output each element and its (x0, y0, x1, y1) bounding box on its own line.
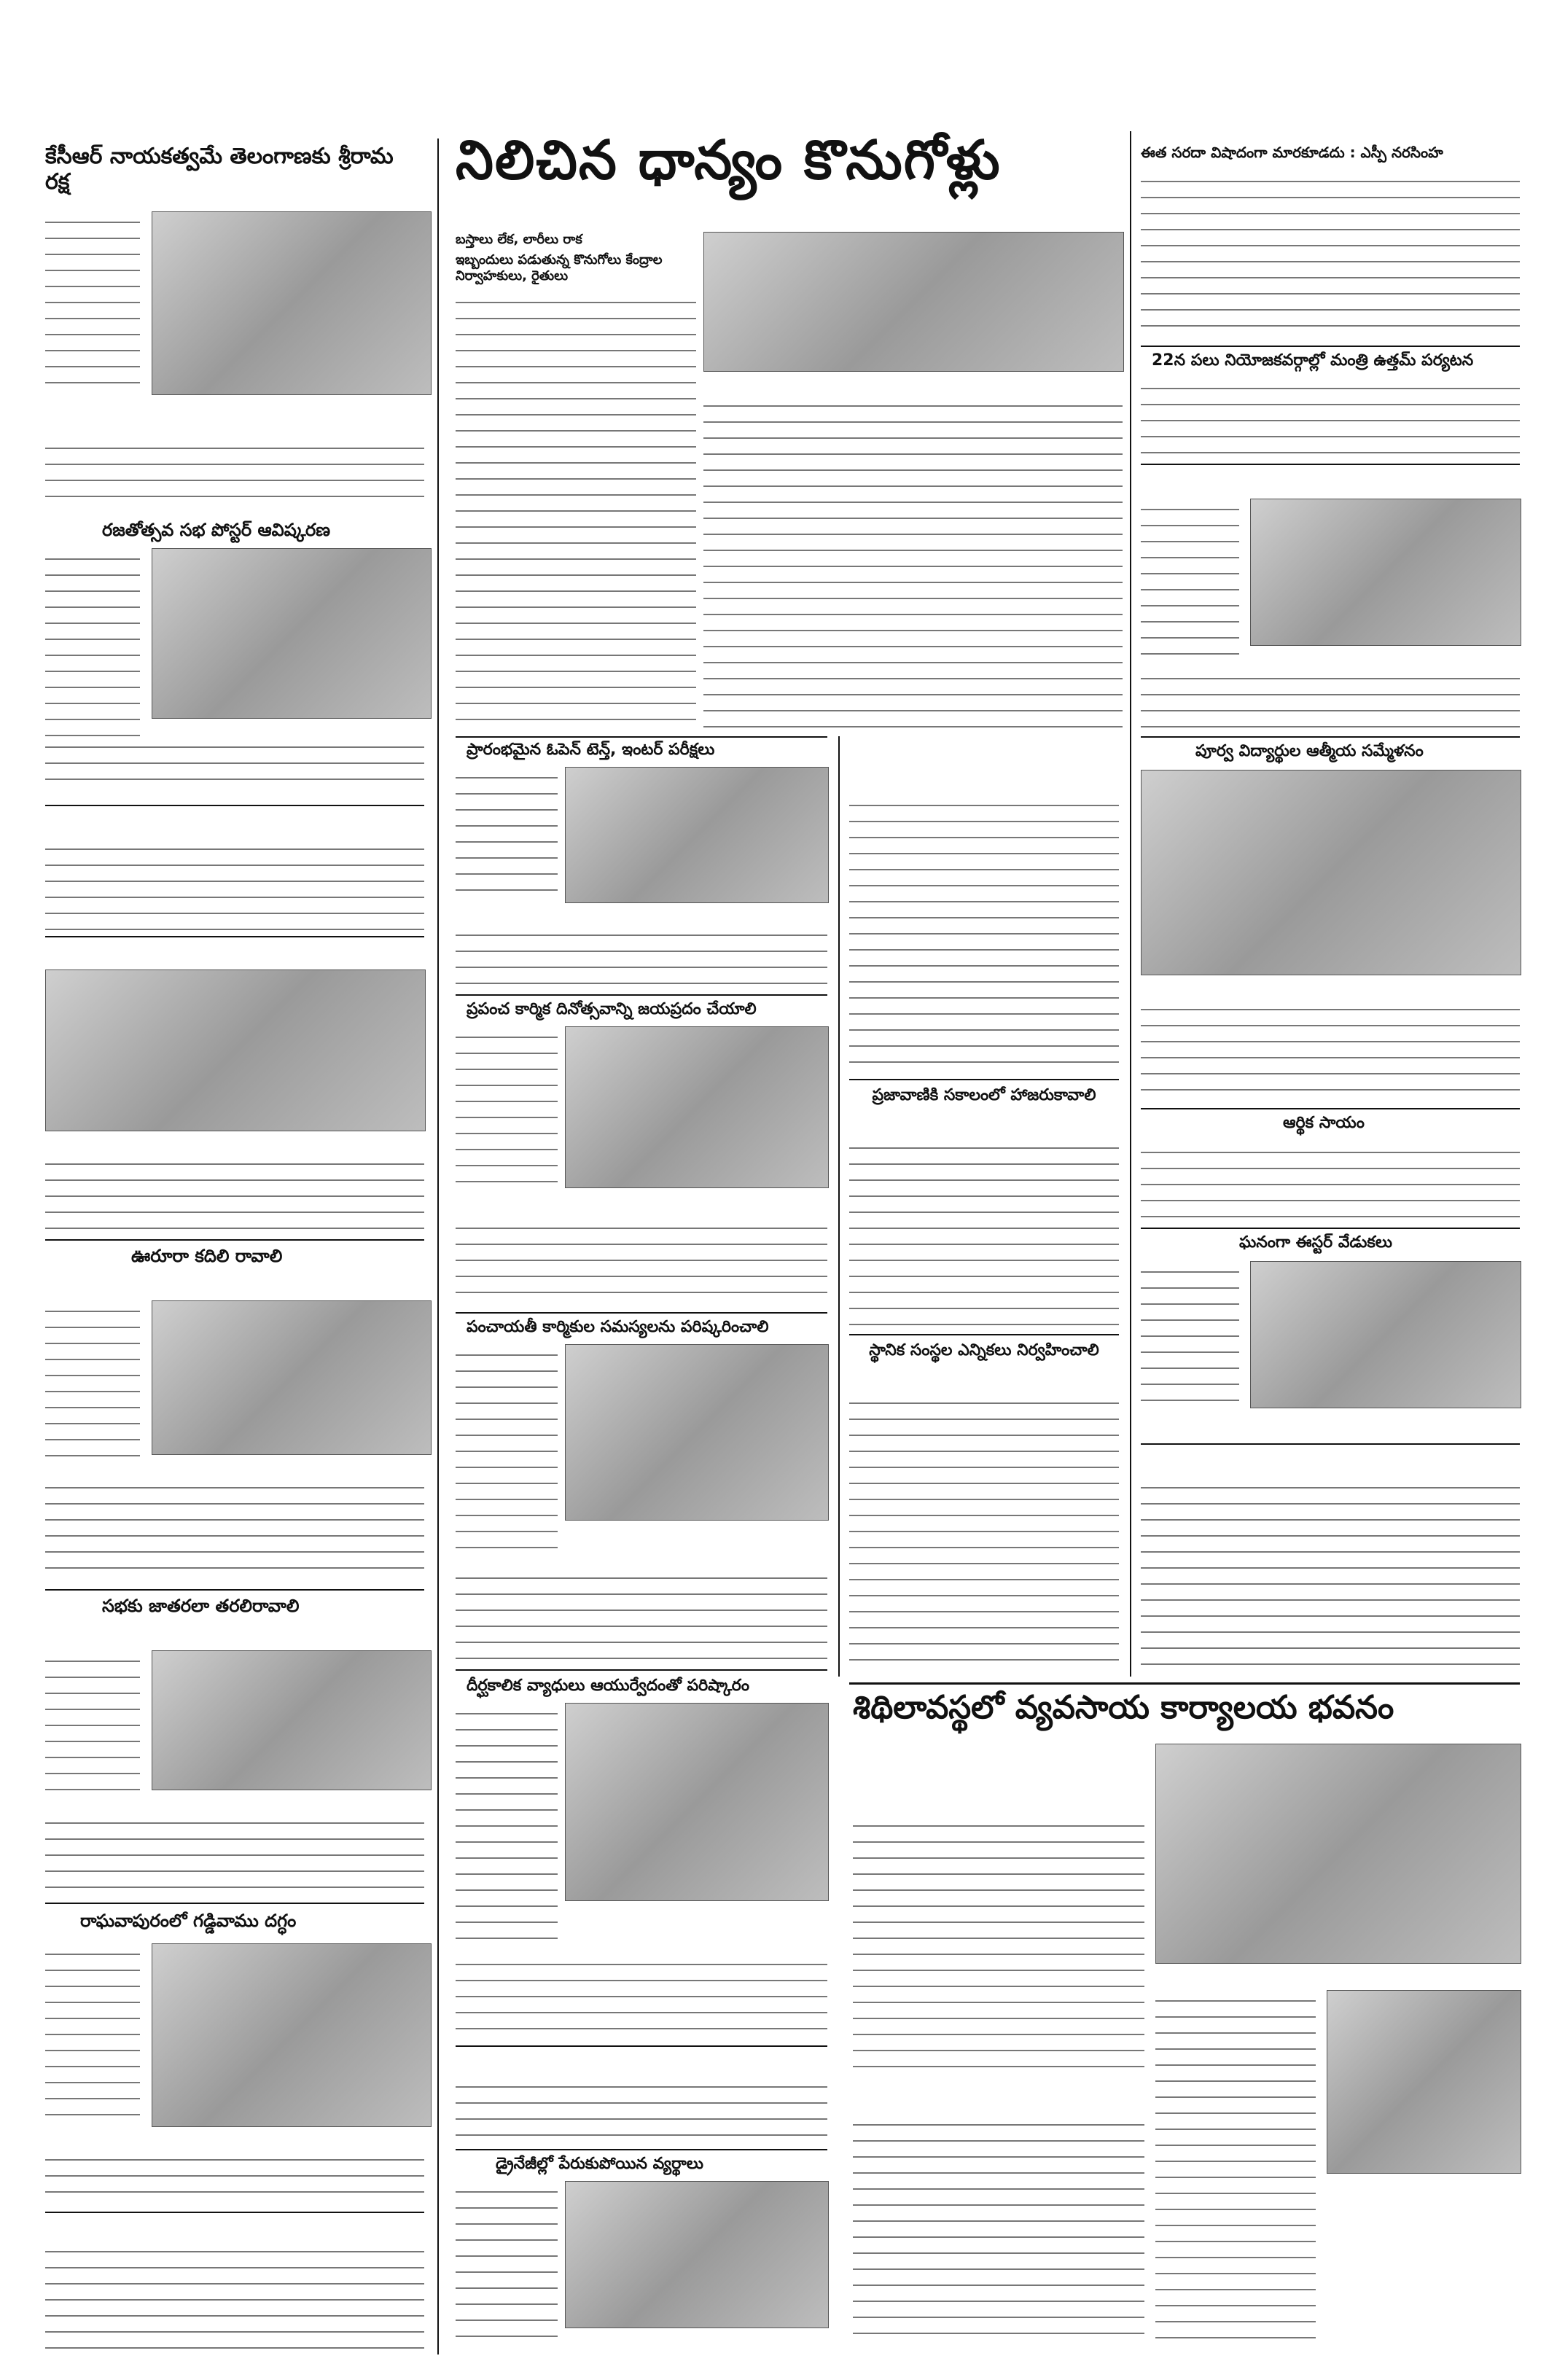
right-easter-photo (1250, 1261, 1521, 1408)
feature-body-left (853, 1815, 1144, 2070)
left-lead-photo (152, 211, 432, 395)
left-seventh-headline: రాఘవాపురంలో గడ్డివాము దగ్ధం (80, 1911, 297, 1931)
center-mayday-body (456, 1026, 558, 1194)
center-drainage-headline: డ్రైనేజీల్లో పేరుకుపోయిన వ్యర్థాలు (496, 2155, 703, 2173)
main-bullet-1: బస్తాలు లేక, లారీలు రాక (456, 232, 582, 247)
right-warming-body (1141, 1477, 1520, 1674)
left-seventh-photo (152, 1943, 432, 2127)
left-fourth-photo (45, 969, 426, 1131)
left-seventh-body-2 (45, 2149, 424, 2207)
left-fifth-headline: ఊరూరా కదిలి రావాలి (131, 1246, 283, 1266)
center-rights-body (456, 2076, 827, 2142)
feature-body-right (1155, 1990, 1316, 2347)
left-lead-headline: కేసీఆర్ నాయకత్వమే తెలంగాణకు శ్రీరామ రక్ష (45, 144, 394, 195)
right-mp-body (1141, 499, 1239, 659)
center-exam-body-2 (456, 924, 827, 990)
right-top-headline: ఈత సరదా విషాదంగా మారకూడదు : ఎస్పీ నరసింహ (1141, 144, 1443, 161)
main-bullet-2: ఇబ్బందులు పడుతున్న కొనుగోలు కేంద్రాల నిర్వాహకులు, రైతులు (456, 252, 663, 284)
center-panchayat-headline: పంచాయతీ కార్మికుల సమస్యలను పరిష్కరించాలి (467, 1318, 769, 1336)
left-third-body (45, 838, 424, 932)
center-mayday-photo (565, 1026, 829, 1188)
center-panchayat-body (456, 1344, 558, 1563)
center-exam-photo (565, 767, 829, 903)
left-sixth-body (45, 1650, 140, 1796)
right-aid-body (1141, 1142, 1520, 1222)
left-second-body (45, 548, 140, 745)
left-fifth-body-2 (45, 1477, 424, 1579)
right-aid-headline: ఆర్థిక సాయం (1283, 1114, 1365, 1132)
right-minister-headline: 22న పలు నియోజకవర్గాల్లో మంత్రి ఉత్తమ్ పర్యటన (1152, 351, 1474, 370)
mid-cctv-body (849, 795, 1119, 1072)
center-drainage-body (456, 2181, 558, 2349)
mid-prajavani-body (849, 1137, 1119, 1327)
left-sixth-photo (152, 1650, 432, 1790)
left-fifth-photo (152, 1300, 432, 1455)
center-ayurveda-photo (565, 1703, 829, 1901)
main-photo (703, 232, 1124, 372)
center-ayurveda-headline: దీర్ఘకాలిక వ్యాధులు ఆయుర్వేదంతో పరిష్కారం (467, 1677, 749, 1695)
center-panchayat-body-2 (456, 1567, 827, 1662)
feature-headline: శిథిలావస్థలో వ్యవసాయ కార్యాలయ భవనం (853, 1689, 1394, 1726)
center-ayurveda-body-2 (456, 1954, 827, 2040)
center-mayday-headline: ప్రపంచ కార్మిక దినోత్సవాన్ని జయప్రదం చేయాలి (467, 1000, 757, 1018)
right-top-body (1141, 171, 1520, 340)
feature-body-left-2 (853, 2114, 1144, 2347)
left-lead-body-2 (45, 437, 424, 510)
mid-elections-headline: స్థానిక సంస్థల ఎన్నికలు నిర్వహించాలి (869, 1341, 1099, 1359)
right-alumni-headline: పూర్వ విద్యార్థుల ఆత్మీయ సమ్మేళనం (1195, 742, 1424, 760)
right-mp-body-2 (1141, 668, 1520, 729)
left-second-photo (152, 548, 432, 719)
mid-prajavani-headline: ప్రజావాణికి సకాలంలో హాజరుకావాలి (872, 1086, 1096, 1104)
left-fourth-body (45, 1153, 424, 1232)
left-seventh-body (45, 1943, 140, 2126)
right-easter-headline: ఘనంగా ఈస్టర్ వేడుకలు (1239, 1233, 1393, 1252)
right-alumni-photo (1141, 770, 1521, 975)
left-lead-body (45, 211, 140, 394)
center-drainage-photo (565, 2181, 829, 2328)
mid-elections-body (849, 1392, 1119, 1669)
left-second-body-2 (45, 736, 424, 795)
center-mayday-body-2 (456, 1217, 827, 1305)
center-exam-headline: ప్రారంభమైన ఓపెన్ టెన్త్, ఇంటర్ పరీక్షలు (467, 741, 715, 759)
right-minister-body (1141, 378, 1520, 459)
main-headline: నిలిచిన ధాన్యం కొనుగోళ్లు (456, 129, 1002, 192)
center-ayurveda-body (456, 1703, 558, 1951)
main-body-2 (703, 395, 1123, 729)
feature-photo-1 (1155, 1744, 1521, 1964)
left-eighth-body (45, 2241, 424, 2350)
right-easter-body (1141, 1261, 1239, 1414)
center-panchayat-photo (565, 1344, 829, 1521)
left-fifth-body (45, 1300, 140, 1468)
right-mp-photo (1250, 499, 1521, 646)
center-exam-body (456, 767, 558, 898)
left-sixth-body-2 (45, 1812, 424, 1894)
right-alumni-body (1141, 999, 1520, 1101)
main-body (456, 292, 696, 729)
left-second-headline: రజతోత్సవ సభ పోస్టర్ ఆవిష్కరణ (102, 520, 331, 540)
feature-photo-2 (1327, 1990, 1521, 2174)
left-sixth-headline: సభకు జాతరలా తరలిరావాలి (102, 1596, 300, 1616)
